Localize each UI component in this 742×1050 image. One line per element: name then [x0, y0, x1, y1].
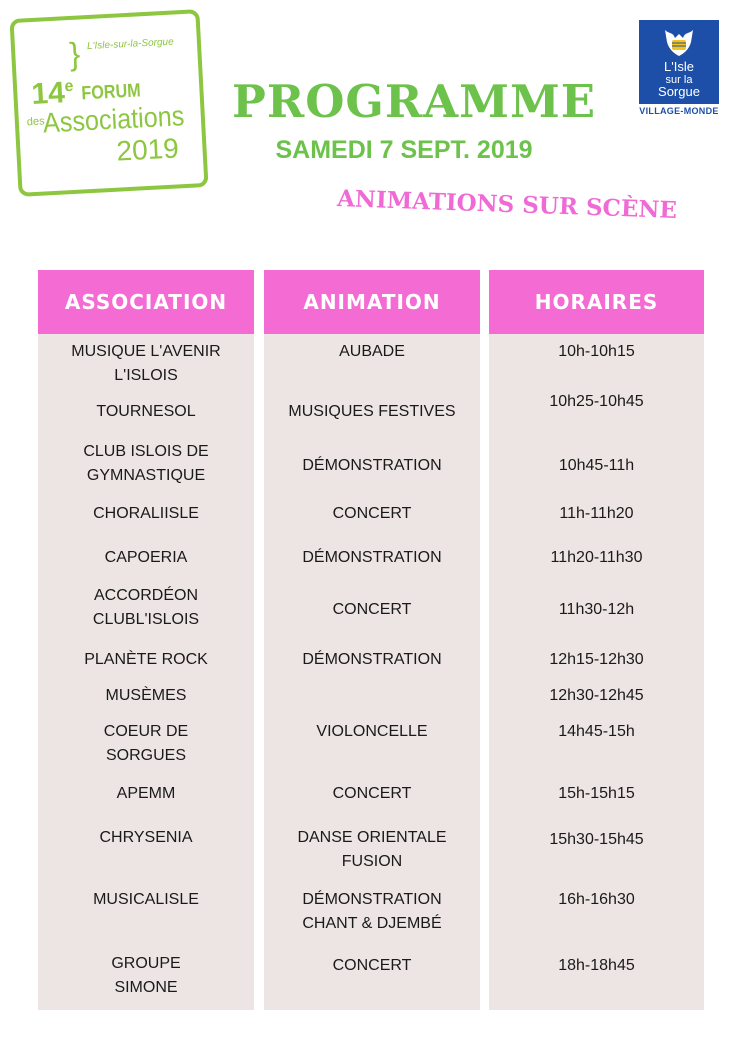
association-cell-line: CLUB ISLOIS DE: [83, 443, 209, 460]
horaires-column: [489, 270, 704, 1010]
association-cell-line: ACCORDÉON: [93, 587, 198, 604]
association-cell-line: CHRYSENIA: [99, 829, 193, 846]
forum-logo: [9, 9, 208, 197]
column-header-horaires: HORAIRES: [489, 270, 704, 334]
animation-cell-line: DÉMONSTRATION: [302, 549, 442, 566]
column-header-animation: ANIMATION: [264, 270, 480, 334]
association-cell: [38, 502, 254, 526]
association-cell-line: CHORALIISLE: [93, 505, 199, 522]
column-header-association: ASSOCIATION: [38, 270, 254, 334]
forum-logo-town: L'Isle-sur-la-Sorgue: [86, 36, 174, 53]
animation-cell-line: MUSIQUES FESTIVES: [288, 403, 456, 420]
association-cell-line: L'ISLOIS: [114, 367, 178, 384]
forum-logo-des: des: [26, 115, 45, 129]
animation-cell: [264, 454, 480, 478]
association-cell-line: MUSICALISLE: [93, 891, 199, 908]
association-cell-line: MUSÈMES: [105, 687, 187, 704]
association-cell: [38, 648, 254, 672]
horaires-cell: [489, 546, 704, 570]
horaires-cell: [489, 720, 704, 744]
section-title: ANIMATIONS SUR SCÈNE: [336, 185, 678, 224]
association-cell-line: APEMM: [116, 785, 176, 802]
horaires-cell-line: 11h20-11h30: [550, 549, 643, 566]
association-cell: [38, 584, 254, 632]
page-title: PROGRAMME: [232, 75, 597, 128]
horaires-cell: [489, 888, 704, 912]
association-cell-line: CAPOERIA: [104, 549, 188, 566]
horaires-cell-line: 10h-10h15: [558, 343, 635, 360]
association-cell-line: GYMNASTIQUE: [86, 467, 206, 484]
animation-cell-line: AUBADE: [339, 343, 405, 360]
association-cell-line: COEUR DE: [103, 723, 189, 740]
horaires-cell-line: 16h-16h30: [558, 891, 635, 908]
animation-cell-line: DÉMONSTRATION: [302, 891, 442, 908]
association-cell: [38, 888, 254, 912]
association-cell: [38, 440, 254, 488]
animation-cell-line: CONCERT: [332, 505, 412, 522]
association-column: [38, 270, 254, 1010]
horaires-cell: [489, 828, 704, 852]
town-logo-line1: L'Isle: [664, 59, 694, 74]
association-cell: [38, 720, 254, 768]
association-cell-line: SORGUES: [105, 747, 186, 764]
horaires-cell: [489, 502, 704, 526]
town-logo-line2: sur la: [665, 74, 693, 86]
animation-cell: [264, 546, 480, 570]
animation-cell-line: CONCERT: [332, 957, 412, 974]
association-cell-line: MUSIQUE L'AVENIR: [71, 343, 221, 360]
animation-cell: [264, 954, 480, 978]
horaires-cell-line: 14h45-15h: [558, 723, 635, 740]
horaires-cell-line: 10h25-10h45: [549, 393, 644, 410]
forum-logo-forum: FORUM: [80, 80, 142, 105]
animation-cell: [264, 826, 480, 874]
town-logo-line3: Sorgue: [658, 84, 700, 99]
association-cell: [38, 952, 254, 1000]
association-cell: [38, 340, 254, 388]
brace-icon: }: [68, 35, 81, 72]
horaires-cell-line: 12h15-12h30: [549, 651, 644, 668]
horaires-cell-line: 15h-15h15: [558, 785, 635, 802]
horaires-cell-line: 15h30-15h45: [549, 831, 644, 848]
association-cell: [38, 826, 254, 850]
animation-cell-line: FUSION: [341, 853, 403, 870]
horaires-cell: [489, 454, 704, 478]
animation-cell: [264, 502, 480, 526]
horaires-cell-line: 11h30-12h: [558, 601, 635, 618]
association-cell: [38, 546, 254, 570]
animation-cell: [264, 598, 480, 622]
forum-logo-associations: Associations: [42, 100, 186, 139]
horaires-cell-line: 10h45-11h: [558, 457, 635, 474]
animation-cell-line: DÉMONSTRATION: [302, 651, 442, 668]
association-cell-line: SIMONE: [114, 979, 178, 996]
animation-cell-line: CONCERT: [332, 601, 412, 618]
animation-column: [264, 270, 480, 1010]
horaires-cell: [489, 648, 704, 672]
association-cell-line: CLUBL'ISLOIS: [92, 611, 200, 628]
animation-cell-line: DÉMONSTRATION: [302, 457, 442, 474]
animation-cell: [264, 340, 480, 364]
horaires-cell: [489, 782, 704, 806]
horaires-cell: [489, 684, 704, 708]
animation-cell: [264, 648, 480, 672]
association-cell: [38, 684, 254, 708]
horaires-cell: [489, 390, 704, 414]
association-cell-line: TOURNESOL: [96, 403, 196, 420]
animation-cell-line: CHANT & DJEMBÉ: [302, 915, 442, 932]
animation-cell-line: DANSE ORIENTALE: [297, 829, 447, 846]
animation-cell: [264, 782, 480, 806]
animation-cell: [264, 400, 480, 424]
forum-logo-edition: 14e: [30, 76, 74, 112]
horaires-cell: [489, 598, 704, 622]
association-cell-line: PLANÈTE ROCK: [84, 651, 208, 668]
horaires-cell-line: 11h-11h20: [559, 505, 634, 522]
horaires-cell-line: 12h30-12h45: [549, 687, 644, 704]
animation-cell-line: CONCERT: [332, 785, 412, 802]
association-cell-line: GROUPE: [111, 955, 181, 972]
town-logo-tagline: VILLAGE-MONDE: [639, 106, 719, 116]
horaires-cell: [489, 954, 704, 978]
association-cell: [38, 782, 254, 806]
town-crest-icon: [663, 28, 695, 58]
horaires-cell-line: 18h-18h45: [558, 957, 635, 974]
event-date: SAMEDI 7 SEPT. 2019: [275, 136, 533, 164]
town-logo: [639, 20, 719, 104]
forum-logo-year: 2019: [115, 132, 180, 167]
animation-cell-line: VIOLONCELLE: [316, 723, 428, 740]
association-cell: [38, 400, 254, 424]
animation-cell: [264, 720, 480, 744]
horaires-cell: [489, 340, 704, 364]
animation-cell: [264, 888, 480, 936]
